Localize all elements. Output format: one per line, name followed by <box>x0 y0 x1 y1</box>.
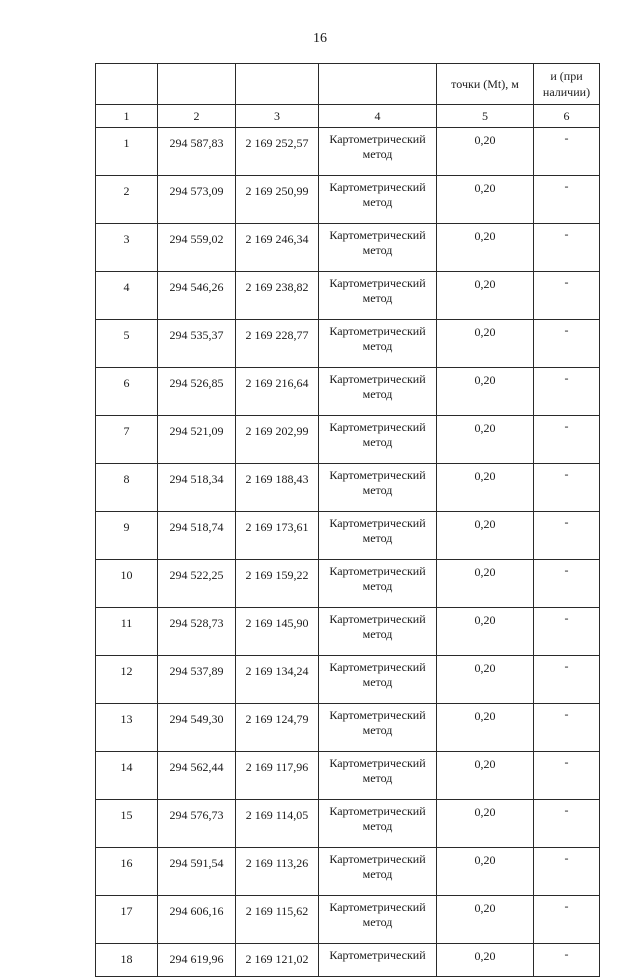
coordinate-x: 294 587,83 <box>158 128 236 176</box>
point-number: 18 <box>96 944 158 977</box>
point-number: 1 <box>96 128 158 176</box>
method-cell <box>319 800 437 848</box>
point-number: 10 <box>96 560 158 608</box>
point-number: 8 <box>96 464 158 512</box>
point-number: 9 <box>96 512 158 560</box>
accuracy-value: 0,20 <box>437 176 534 224</box>
description-value: - <box>534 560 600 608</box>
table-row <box>96 848 600 896</box>
coordinate-y: 2 169 252,57 <box>236 128 319 176</box>
point-number: 12 <box>96 656 158 704</box>
coordinate-x: 294 518,74 <box>158 512 236 560</box>
coordinate-x: 294 546,26 <box>158 272 236 320</box>
coordinate-x: 294 526,85 <box>158 368 236 416</box>
method-text-line-1: Картометрический <box>329 900 426 914</box>
coordinate-y: 2 169 121,02 <box>236 944 319 977</box>
method-text-line-1: Картометрический <box>329 756 426 770</box>
coordinate-x: 294 522,25 <box>158 560 236 608</box>
accuracy-value: 0,20 <box>437 464 534 512</box>
point-number: 6 <box>96 368 158 416</box>
table-row <box>96 944 600 977</box>
method-cell <box>319 176 437 224</box>
accuracy-value: 0,20 <box>437 704 534 752</box>
description-value: - <box>534 128 600 176</box>
coordinate-y: 2 169 216,64 <box>236 368 319 416</box>
description-value: - <box>534 512 600 560</box>
method-text-line-2: метод <box>362 915 393 929</box>
coordinate-x: 294 521,09 <box>158 416 236 464</box>
point-number: 4 <box>96 272 158 320</box>
description-value: - <box>534 800 600 848</box>
table-row <box>96 608 600 656</box>
coordinate-x: 294 528,73 <box>158 608 236 656</box>
column-number: 2 <box>158 105 236 128</box>
method-text-line-1: Картометрический <box>329 420 426 434</box>
description-value: - <box>534 224 600 272</box>
coordinate-y: 2 169 117,96 <box>236 752 319 800</box>
column-number: 1 <box>96 105 158 128</box>
method-text-line-2: метод <box>362 867 393 881</box>
method-cell <box>319 704 437 752</box>
coordinate-y: 2 169 238,82 <box>236 272 319 320</box>
description-value: - <box>534 752 600 800</box>
accuracy-value: 0,20 <box>437 560 534 608</box>
method-text-line-2: метод <box>362 339 393 353</box>
coordinate-y: 2 169 124,79 <box>236 704 319 752</box>
method-cell <box>319 512 437 560</box>
column-number: 5 <box>437 105 534 128</box>
coordinate-y: 2 169 246,34 <box>236 224 319 272</box>
method-text-line-1: Картометрический <box>329 708 426 722</box>
method-text-line-1: Картометрический <box>329 612 426 626</box>
column-number: 4 <box>319 105 437 128</box>
description-value: - <box>534 320 600 368</box>
point-number: 11 <box>96 608 158 656</box>
method-cell <box>319 944 437 977</box>
accuracy-value: 0,20 <box>437 752 534 800</box>
accuracy-value: 0,20 <box>437 272 534 320</box>
accuracy-value: 0,20 <box>437 896 534 944</box>
accuracy-value: 0,20 <box>437 368 534 416</box>
point-number: 3 <box>96 224 158 272</box>
description-value: - <box>534 272 600 320</box>
accuracy-value: 0,20 <box>437 320 534 368</box>
header-cell-description: и (при наличии) <box>534 64 600 105</box>
coordinate-y: 2 169 228,77 <box>236 320 319 368</box>
coordinate-x: 294 606,16 <box>158 896 236 944</box>
method-text-line-1: Картометрический <box>329 660 426 674</box>
method-cell <box>319 272 437 320</box>
method-text-line-2: метод <box>362 195 393 209</box>
method-text-line-1: Картометрический <box>329 180 426 194</box>
method-cell <box>319 608 437 656</box>
table-row <box>96 800 600 848</box>
coordinate-x: 294 619,96 <box>158 944 236 977</box>
method-text-line-1: Картометрический <box>329 804 426 818</box>
table-row <box>96 224 600 272</box>
method-text-line-2: метод <box>362 243 393 257</box>
table-row <box>96 752 600 800</box>
coordinate-x: 294 591,54 <box>158 848 236 896</box>
description-value: - <box>534 656 600 704</box>
method-text-line-1: Картометрический <box>329 132 426 146</box>
description-value: - <box>534 416 600 464</box>
header-cell-2 <box>158 64 236 105</box>
coordinates-table <box>95 63 600 977</box>
point-number: 13 <box>96 704 158 752</box>
point-number: 17 <box>96 896 158 944</box>
table-row <box>96 416 600 464</box>
method-cell <box>319 464 437 512</box>
coordinate-x: 294 576,73 <box>158 800 236 848</box>
table-row <box>96 176 600 224</box>
method-text-line-1: Картометрический <box>329 468 426 482</box>
header-cell-accuracy: точки (Mt), м <box>437 64 534 105</box>
column-number-row <box>96 105 600 128</box>
description-value: - <box>534 368 600 416</box>
description-value: - <box>534 944 600 977</box>
accuracy-value: 0,20 <box>437 512 534 560</box>
header-cell-1 <box>96 64 158 105</box>
coordinate-y: 2 169 188,43 <box>236 464 319 512</box>
method-text-line-2: метод <box>362 771 393 785</box>
point-number: 7 <box>96 416 158 464</box>
method-text-line-2: метод <box>362 627 393 641</box>
method-cell <box>319 656 437 704</box>
coordinate-y: 2 169 115,62 <box>236 896 319 944</box>
method-cell <box>319 128 437 176</box>
description-value: - <box>534 464 600 512</box>
table-row <box>96 368 600 416</box>
method-text-line-1: Картометрический <box>329 276 426 290</box>
method-text-line-2: метод <box>362 531 393 545</box>
method-cell <box>319 560 437 608</box>
coordinate-y: 2 169 159,22 <box>236 560 319 608</box>
method-text-line-2: метод <box>362 387 393 401</box>
coordinate-x: 294 573,09 <box>158 176 236 224</box>
accuracy-value: 0,20 <box>437 128 534 176</box>
method-text-line-1: Картометрический <box>329 372 426 386</box>
point-number: 14 <box>96 752 158 800</box>
method-text-line-2: метод <box>362 435 393 449</box>
coordinate-y: 2 169 202,99 <box>236 416 319 464</box>
method-cell <box>319 368 437 416</box>
header-cell-4 <box>319 64 437 105</box>
table-row <box>96 464 600 512</box>
description-value: - <box>534 176 600 224</box>
method-text-line-2: метод <box>362 819 393 833</box>
method-text-line-1: Картометрический <box>329 324 426 338</box>
method-text-line-1: Картометрический <box>329 516 426 530</box>
coordinate-y: 2 169 250,99 <box>236 176 319 224</box>
coordinate-x: 294 559,02 <box>158 224 236 272</box>
accuracy-value: 0,20 <box>437 416 534 464</box>
table-row <box>96 320 600 368</box>
coordinate-y: 2 169 114,05 <box>236 800 319 848</box>
method-cell <box>319 848 437 896</box>
coordinate-x: 294 562,44 <box>158 752 236 800</box>
method-cell <box>319 416 437 464</box>
coordinate-y: 2 169 173,61 <box>236 512 319 560</box>
method-cell <box>319 896 437 944</box>
accuracy-value: 0,20 <box>437 944 534 977</box>
coordinate-y: 2 169 145,90 <box>236 608 319 656</box>
method-cell <box>319 320 437 368</box>
column-number: 6 <box>534 105 600 128</box>
description-value: - <box>534 704 600 752</box>
column-number: 3 <box>236 105 319 128</box>
method-text-line-2: метод <box>362 723 393 737</box>
table-row <box>96 128 600 176</box>
table-row <box>96 512 600 560</box>
page-number: 16 <box>313 31 327 46</box>
method-cell <box>319 752 437 800</box>
accuracy-value: 0,20 <box>437 800 534 848</box>
coordinate-y: 2 169 113,26 <box>236 848 319 896</box>
table-header-row <box>96 64 600 105</box>
method-text-line-1: Картометрический <box>329 228 426 242</box>
coordinate-x: 294 537,89 <box>158 656 236 704</box>
point-number: 15 <box>96 800 158 848</box>
point-number: 2 <box>96 176 158 224</box>
accuracy-value: 0,20 <box>437 848 534 896</box>
table-row <box>96 272 600 320</box>
method-text-line-1: Картометрический <box>329 852 426 866</box>
method-text-line-2: метод <box>362 483 393 497</box>
table-row <box>96 656 600 704</box>
coordinate-y: 2 169 134,24 <box>236 656 319 704</box>
method-text-line-2: метод <box>362 675 393 689</box>
accuracy-value: 0,20 <box>437 656 534 704</box>
method-text-line-2: метод <box>362 579 393 593</box>
table-row <box>96 704 600 752</box>
point-number: 16 <box>96 848 158 896</box>
method-text-line-1: Картометрический <box>329 948 426 962</box>
accuracy-value: 0,20 <box>437 608 534 656</box>
coordinate-x: 294 535,37 <box>158 320 236 368</box>
table-row <box>96 896 600 944</box>
coordinate-x: 294 518,34 <box>158 464 236 512</box>
header-cell-3 <box>236 64 319 105</box>
method-text-line-2: метод <box>362 291 393 305</box>
point-number: 5 <box>96 320 158 368</box>
coordinate-x: 294 549,30 <box>158 704 236 752</box>
method-cell <box>319 224 437 272</box>
table-row <box>96 560 600 608</box>
method-text-line-1: Картометрический <box>329 564 426 578</box>
description-value: - <box>534 608 600 656</box>
description-value: - <box>534 848 600 896</box>
accuracy-value: 0,20 <box>437 224 534 272</box>
method-text-line-2: метод <box>362 147 393 161</box>
description-value: - <box>534 896 600 944</box>
